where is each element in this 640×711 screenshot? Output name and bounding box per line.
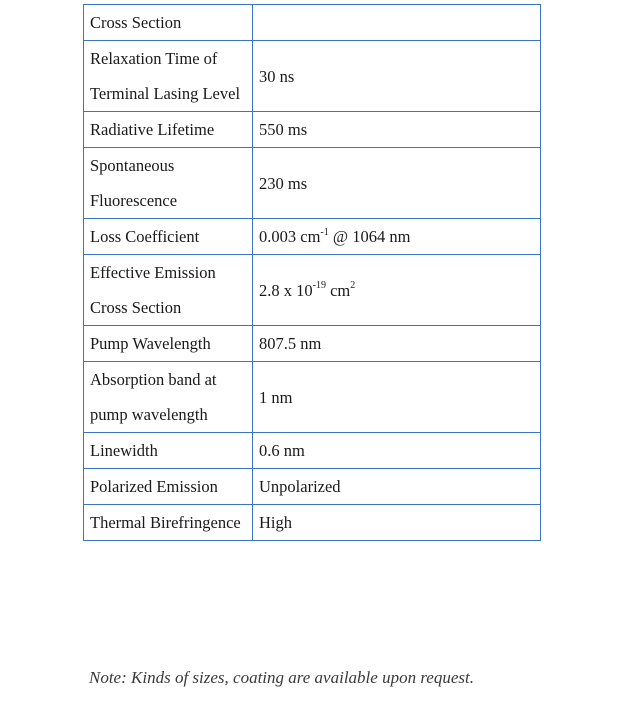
property-value: 550 ms (253, 112, 541, 148)
property-value: Unpolarized (253, 469, 541, 505)
property-name: Absorption band at pump wavelength (84, 362, 253, 433)
property-value: 1 nm (253, 362, 541, 433)
table-row (84, 469, 541, 505)
table-row (84, 112, 541, 148)
table-row (84, 5, 541, 41)
property-name: Relaxation Time of Terminal Lasing Level (84, 41, 253, 112)
table-row (84, 433, 541, 469)
property-name: Effective Emission Cross Section (84, 255, 253, 326)
footnote: Note: Kinds of sizes, coating are available upon request. (89, 668, 474, 687)
property-name: Polarized Emission (84, 469, 253, 505)
property-name: Radiative Lifetime (84, 112, 253, 148)
property-name: Loss Coefficient (84, 219, 253, 255)
table-row (84, 41, 541, 112)
property-name: Spontaneous Fluorescence (84, 148, 253, 219)
properties-table (83, 4, 541, 541)
property-name: Cross Section (84, 5, 253, 41)
property-value (253, 5, 541, 41)
property-value: 0.6 nm (253, 433, 541, 469)
table-row (84, 219, 541, 255)
property-name: Thermal Birefringence (84, 505, 253, 541)
table-row (84, 326, 541, 362)
property-value: High (253, 505, 541, 541)
property-name: Linewidth (84, 433, 253, 469)
property-value: 230 ms (253, 148, 541, 219)
property-name: Pump Wavelength (84, 326, 253, 362)
property-value: 30 ns (253, 41, 541, 112)
table-row (84, 148, 541, 219)
table-row (84, 362, 541, 433)
table-row (84, 505, 541, 541)
property-value: 807.5 nm (253, 326, 541, 362)
property-value: 0.003 $cm^{-1}$ @ 1064 nm (253, 219, 541, 255)
property-value: 2.8 x $10^{-19}$ $cm^2$ (253, 255, 541, 326)
table-row (84, 255, 541, 326)
